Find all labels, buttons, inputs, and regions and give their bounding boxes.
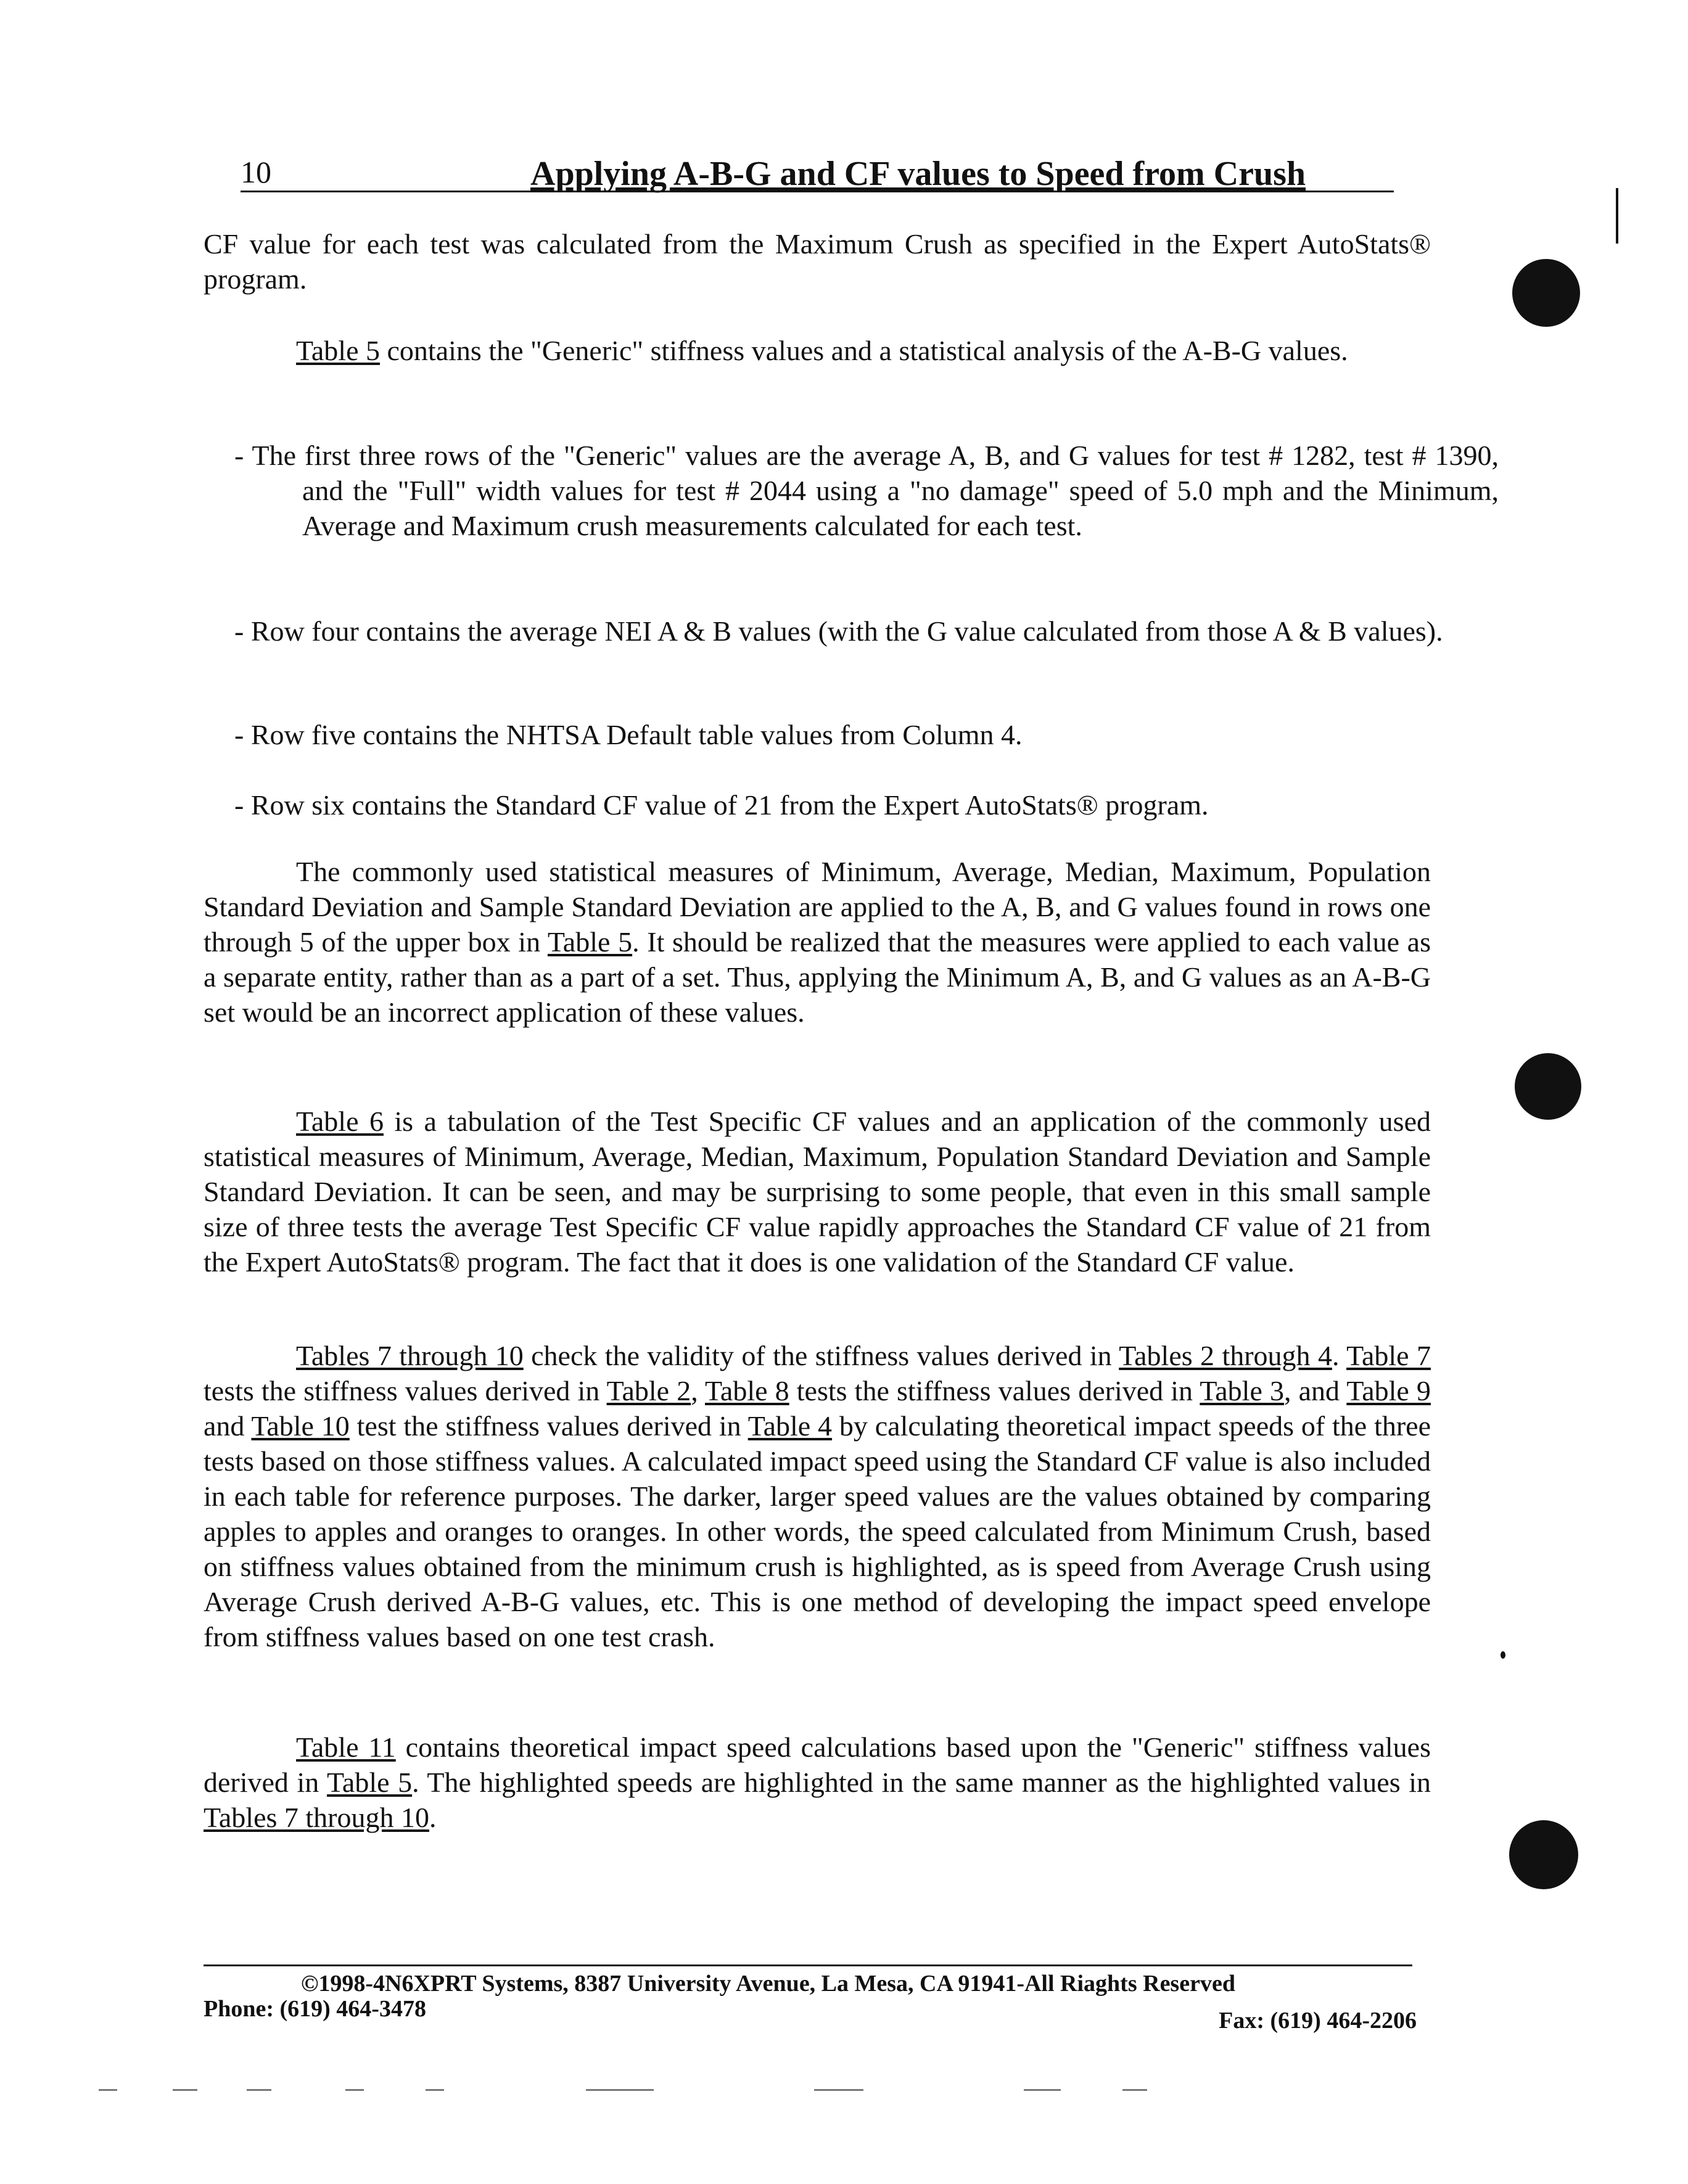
paragraph-table6: Table 6 is a tabulation of the Test Specific CF values and an application of the commonly used statistical measures of Minimum, Average, Median, Maximum, Population Standard Deviation and Sample Standard Deviation. It can be seen, and may be surprising to some people, that even in this small sample size of three tests the average Test Specific CF value rapidly approaches the Standard CF value of 21 from the Expert AutoStats® program. The fact that it does is one validation of the Standard CF value. bbox=[204, 1106, 1431, 1278]
change-bar bbox=[1616, 188, 1618, 244]
table-9-link[interactable]: Table 9 bbox=[1346, 1375, 1431, 1406]
bullet-item: - The first three rows of the "Generic" values are the average A, B, and G values for test # 1282, test # 1390, and the "Full" width values for test # 2044 using a "no damage" speed of 5.0 mph and the Minimum, Average and Maximum crush measurements calculated for each test. bbox=[234, 440, 1499, 541]
table-5-link[interactable]: Table 5 bbox=[547, 926, 633, 958]
table-7-link[interactable]: Table 7 bbox=[1346, 1340, 1431, 1371]
paragraph-tables7-10: Tables 7 through 10 check the validity of the stiffness values derived in Tables 2 through 4. Table 7 tests the stiffness values derived in Table 2, Table 8 tests the stiffness values derived in Table 3, and Table 9 and Table 10 test the stiffness values derived in Table 4 by calculating theoretical impact speeds of the three tests based on those stiffness values. A calculated impact speed using the Standard CF value is also included in each table for reference purposes. The darker, larger speed values are the values obtained by comparing apples to apples and oranges to oranges. In other words, the speed calculated from Minimum Crush, based on stiffness values obtained from the minimum crush is highlighted, as is speed from Average Crush using Average Crush derived A-B-G values, etc. This is one method of developing the impact speed envelope from stiffness values based on one test crash. bbox=[204, 1340, 1431, 1652]
scan-artifact bbox=[173, 2089, 197, 2091]
margin-speck bbox=[1501, 1651, 1505, 1659]
table-8-link[interactable]: Table 8 bbox=[705, 1375, 789, 1406]
paragraph-table5: Table 5 contains the "Generic" stiffness values and a statistical analysis of the A-B-G values. bbox=[296, 335, 1348, 366]
scan-artifact bbox=[1024, 2089, 1061, 2091]
tables-2-4-link[interactable]: Tables 2 through 4 bbox=[1119, 1340, 1332, 1371]
scan-artifact bbox=[586, 2089, 654, 2091]
footer-fax: Fax: (619) 464-2206 bbox=[1219, 2008, 1417, 2034]
paragraph-intro: CF value for each test was calculated from the Maximum Crush as specified in the Expert AutoStats® program. bbox=[204, 228, 1431, 295]
scan-artifact bbox=[814, 2089, 863, 2091]
table-5-link[interactable]: Table 5 bbox=[296, 335, 381, 366]
tables-7-10-link[interactable]: Tables 7 through 10 bbox=[204, 1802, 430, 1833]
scan-artifact bbox=[99, 2089, 117, 2091]
margin-bullet-3 bbox=[1509, 1820, 1578, 1889]
scan-artifact bbox=[247, 2089, 271, 2091]
paragraph-statistics: The commonly used statistical measures of Minimum, Average, Median, Maximum, Population Standard Deviation and Sample Standard Deviation are applied to the A, B, and G values found in rows one through 5 of the upper box in Table 5. It should be realized that the measures were applied to each value as a separate entity, rather than as a part of a set. Thus, applying the Minimum A, B, and G values as an A-B-G set would be an incorrect application of these values. bbox=[204, 856, 1431, 1028]
tables-7-10-link[interactable]: Tables 7 through 10 bbox=[296, 1340, 524, 1371]
page-number: 10 bbox=[241, 155, 271, 189]
table-11-link[interactable]: Table 11 bbox=[296, 1731, 396, 1763]
table-4-link[interactable]: Table 4 bbox=[747, 1410, 833, 1442]
scan-artifact bbox=[426, 2089, 444, 2091]
margin-bullet-1 bbox=[1512, 259, 1580, 327]
margin-bullet-2 bbox=[1515, 1053, 1581, 1120]
table-10-link[interactable]: Table 10 bbox=[251, 1410, 350, 1442]
bullet-item: - Row six contains the Standard CF value of 21 from the Expert AutoStats® program. bbox=[234, 789, 1209, 821]
table-5-link[interactable]: Table 5 bbox=[327, 1767, 413, 1798]
footer-rule bbox=[204, 1964, 1412, 1966]
scan-artifact bbox=[345, 2089, 364, 2091]
footer-copyright: ©1998-4N6XPRT Systems, 8387 University Avenue, La Mesa, CA 91941-All Riaghts Reserved bbox=[301, 1971, 1235, 1997]
table-3-link[interactable]: Table 3 bbox=[1200, 1375, 1284, 1406]
scan-artifact bbox=[1122, 2089, 1147, 2091]
table-2-link[interactable]: Table 2 bbox=[606, 1375, 691, 1406]
bullet-item: - Row five contains the NHTSA Default table values from Column 4. bbox=[234, 719, 1023, 750]
footer-phone: Phone: (619) 464-3478 bbox=[204, 1996, 426, 2022]
table-6-link[interactable]: Table 6 bbox=[296, 1106, 384, 1137]
paragraph-table11: Table 11 contains theoretical impact speed calculations based upon the "Generic" stiffness values derived in Table 5. The highlighted speeds are highlighted in the same manner as the highlighted values in Tables 7 through 10. bbox=[204, 1731, 1431, 1833]
page-title: Applying A-B-G and CF values to Speed from Crush bbox=[530, 155, 1306, 193]
bullet-item: - Row four contains the average NEI A & B values (with the G value calculated from those A & B values). bbox=[234, 615, 1443, 647]
